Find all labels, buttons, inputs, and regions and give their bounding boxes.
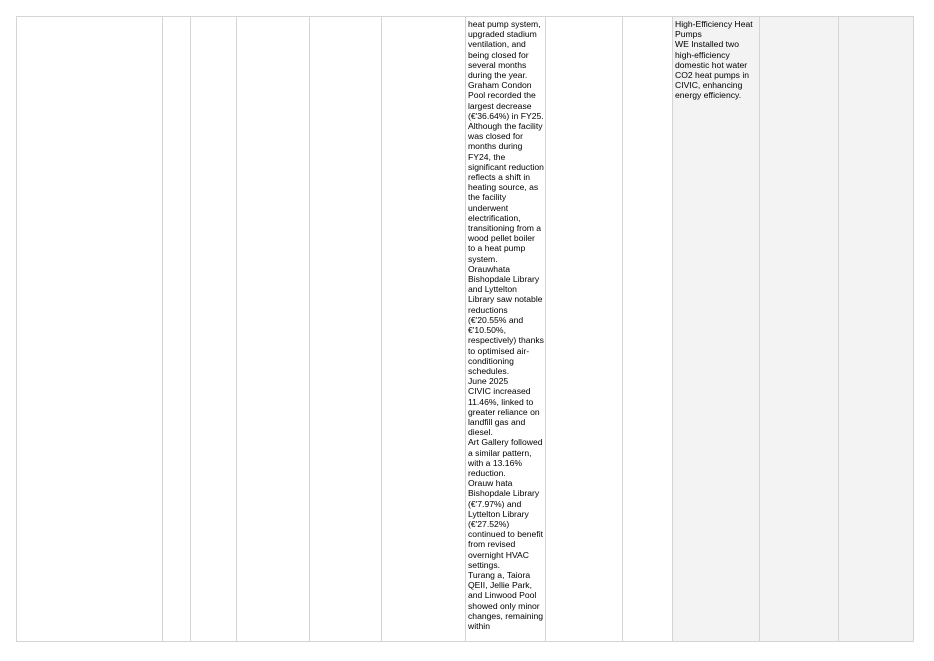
table-cell-empty	[310, 17, 382, 642]
table-cell-empty	[546, 17, 623, 642]
table-cell-empty	[839, 17, 914, 642]
table-cell-initiative	[673, 17, 760, 642]
initiative-text: High-Efficiency Heat Pumps WE Installed two high-efficiency domestic hot water CO2 heat pumps in CIVIC, enhancing energy efficiency.	[675, 19, 753, 101]
narrative-text: heat pump system, upgraded stadium ventilation, and being closed for several months during the year. Graham Condon Pool recorded the largest decrease (€'36.64%) in FY25. Although the facility was closed for months during FY24, the significant reduction reflects a shift in heating source, as the facility underwent electrification, transitioning from a wood pellet boiler to a heat pump system. Orauwhata Bishopdale Library and Lyttelton Library saw notable reductions (€'20.55% and €'10.50%, respectively) thanks to optimised air-conditioning schedules. June 2025 CIVIC increased 11.46%, linked to greater reliance on landfill gas and diesel. Art Gallery followed a similar pattern, with a 13.16% reduction. Orauw hata Bishopdale Library (€'7.97%) and Lyttelton Library (€'27.52%) continued to benefit from revised overnight HVAC settings. Turang a, Taiora QEII, Jellie Park, and Linwood Pool showed only minor changes, remaining within	[468, 19, 544, 631]
table-cell-empty	[163, 17, 191, 642]
table-cell-empty	[17, 17, 163, 642]
report-table	[16, 16, 914, 642]
table-row	[17, 17, 914, 642]
table-cell-empty	[623, 17, 673, 642]
table-cell-empty	[382, 17, 466, 642]
table-cell-empty	[237, 17, 310, 642]
table-cell-empty	[760, 17, 839, 642]
table-cell-narrative	[466, 17, 546, 642]
table-cell-empty	[191, 17, 237, 642]
